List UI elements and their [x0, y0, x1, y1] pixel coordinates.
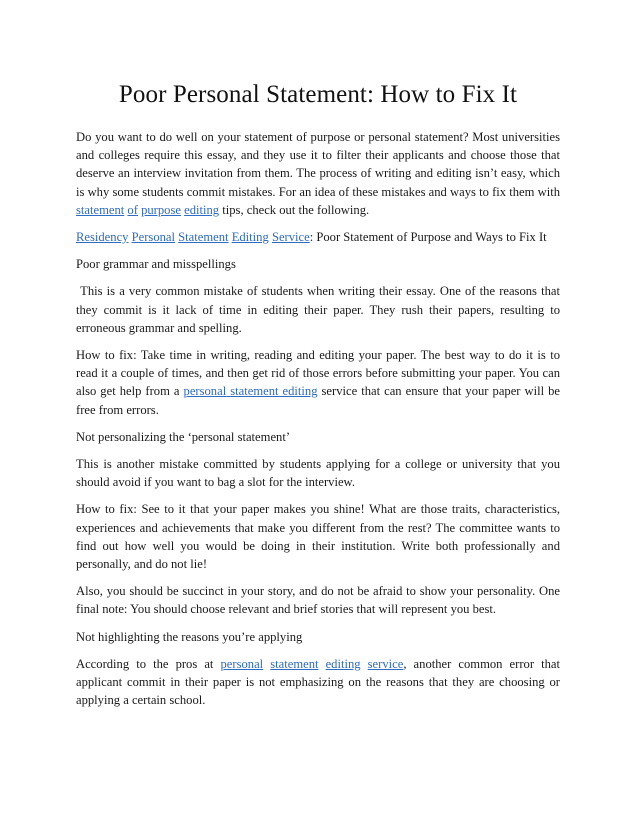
heading-grammar: Poor grammar and misspellings: [76, 257, 236, 272]
reasons-text: According to the pros at: [76, 656, 221, 671]
intro-text-end: tips, check out the following.: [219, 202, 370, 217]
residency-link[interactable]: Residency: [76, 230, 129, 245]
editing-cap-link[interactable]: Editing: [231, 230, 269, 245]
personal-link-2[interactable]: personal: [220, 656, 264, 671]
reasons-text-end: , another common error that applicant commit in their paper is not emphasizing on the reasons that they are choosing or applying a certain school.: [76, 656, 560, 708]
of-link[interactable]: of: [127, 202, 138, 217]
reasons-paragraph: [76, 655, 560, 710]
editing-link[interactable]: editing: [184, 202, 220, 217]
service-cap-link[interactable]: Service: [271, 230, 310, 245]
service-link[interactable]: service: [367, 656, 404, 671]
intro-paragraph: [76, 128, 560, 219]
heading-personalizing: Not personalizing the ‘personal statement’: [76, 429, 291, 444]
purpose-link[interactable]: purpose: [141, 202, 181, 217]
subtitle-text: : Poor Statement of Purpose and Ways to Fix It: [309, 230, 547, 245]
fix-grammar-text: How to fix: Take time in writing, reading and editing your paper. The best way to do it is to read it a couple of times, and then get rid of those errors before submitting your paper. You can also get help from a: [76, 348, 560, 399]
personal-statement-editing-link-1[interactable]: personal statement editing: [183, 384, 318, 399]
statement-link[interactable]: statement: [76, 202, 125, 217]
fix-grammar-text-end: service that can ensure that your paper will be free from errors.: [76, 384, 561, 417]
statement-link-2[interactable]: statement: [270, 656, 319, 671]
heading-reasons: Not highlighting the reasons you’re applying: [76, 629, 303, 644]
succinct-paragraph: Also, you should be succinct in your story, and do not be afraid to show your personality. One final note: You should choose relevant and brief stories that will represent you best.: [76, 584, 560, 617]
page-title: Poor Personal Statement: How to Fix It: [118, 81, 518, 108]
editing-link-2[interactable]: editing: [325, 656, 361, 671]
document-page: [76, 70, 564, 718]
personalizing-paragraph: This is another mistake committed by students applying for a college or university that you should avoid if you want to bag a slot for the interview.: [76, 457, 560, 490]
subtitle-paragraph: [76, 228, 560, 246]
grammar-paragraph: This is a very common mistake of students when writing their essay. One of the reasons that they commit is it lack of time in editing their paper. They rush their papers, resulting to erroneous grammar and spelling.: [76, 284, 564, 335]
personal-link[interactable]: Personal: [131, 230, 175, 245]
fix-personalizing-paragraph: How to fix: See to it that your paper makes you shine! What are those traits, characteristics, experiences and achievements that make you different from the rest? The committee wants to find out how well you would be doing in their institution. Write both professionally and personally, and do not lie!: [76, 502, 560, 572]
fix-grammar-paragraph: [76, 346, 560, 419]
statement-cap-link[interactable]: Statement: [178, 230, 229, 245]
intro-text: Do you want to do well on your statement of purpose or personal statement? Most universities and colleges require this essay, and they use it to filter their applicants and choose those that deserve an interview invitation from them. The process of writing and editing isn’t easy, which is why some students commit mistakes. For an idea of these mistakes and ways to fix them with: [76, 130, 560, 199]
